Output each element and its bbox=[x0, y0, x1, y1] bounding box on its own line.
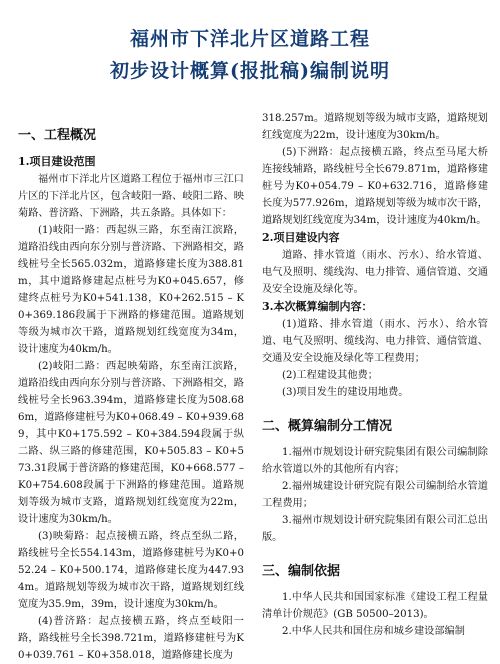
paragraph-division-3: 3.福州市规划设计研究院集团有限公司汇总出版。 bbox=[262, 515, 488, 543]
right-column bbox=[262, 110, 488, 640]
document-title-line1: 福州市下洋北片区道路工程 bbox=[129, 28, 370, 50]
section-heading-basis: 三、编制依据 bbox=[262, 564, 341, 579]
left-column bbox=[18, 110, 244, 664]
paragraph-estimate-item-3: (3)项目发生的建设用地费。 bbox=[282, 387, 409, 398]
paragraph-xiazhou-road: (5)下洲路：起点接横五路，终点至马尾大桥连接线辅路，路线桩号全长679.871m，道路修建桩号为K0+054.79 – K0+632.716，道路修建长度为577.926m，道路规划等级为城市次干路，道路规划红线宽度为34m，设计速度为40km/h。 bbox=[262, 147, 488, 226]
paragraph-estimate-item-1: (1)道路、排水管道（雨水、污水）、给水管道、电气及照明、缆线沟、电力排管、通信管道、交通及安全设施及绿化等工程费用； bbox=[262, 319, 488, 364]
paragraph-division-2: 2.福州城建设计研究院有限公司编制给水管道工程费用； bbox=[262, 481, 488, 509]
paragraph-puji-road-continued: 318.257m。道路规划等级为城市支路，道路规划红线宽度为22m，设计速度为30km/h。 bbox=[262, 113, 488, 141]
paragraph-basis-1: 1.中华人民共和国国家标准《建设工程工程量清单计价规范》(GB 50500–2013)。 bbox=[262, 592, 488, 620]
subheading-content: 2.项目建设内容 bbox=[262, 231, 340, 244]
paragraph-qiyang-road-1: (1)岐阳一路：西起纵三路，东至南江滨路，道路沿线由西向东分别与普济路、下洲路相交，路线桩号全长565.032m，道路修建长度为388.81m，其中道路修建起点桩号为K0+045.657，修建终点桩号为K0+541.138，K0+262.515 – K0+369.186段属于下洲路的修建范围。道路规划等级为城市次干路，道路规划红线宽度为34m，设计速度为40km/h。 bbox=[18, 225, 244, 355]
paragraph-estimate-item-2: (2)工程建设其他费； bbox=[282, 370, 378, 381]
section-heading-division: 二、概算编制分工情况 bbox=[262, 419, 393, 434]
paragraph-yingju-road: (3)映菊路：起点接横五路，终点至纵二路，路线桩号全长554.143m，道路修建桩号为K0+052.24 – K0+500.174，道路修建长度为447.934m。道路规划等级为城市次干路，道路规划红线宽度为35.9m，39m，设计速度为30km/h。 bbox=[18, 531, 244, 610]
section-heading-overview: 一、工程概况 bbox=[18, 128, 97, 143]
paragraph-basis-2: 2.中华人民共和国住房和城乡建设部编制 bbox=[282, 626, 465, 637]
subheading-estimate-content: 3.本次概算编制内容： bbox=[262, 300, 373, 313]
paragraph-intro: 福州市下洋北片区道路工程位于福州市三江口片区的下洋北片区，包含岐阳一路、岐阳二路、映菊路、普济路、下洲路，共五条路。具体如下： bbox=[18, 174, 244, 219]
paragraph-division-1: 1.福州市规划设计研究院集团有限公司编制除给水管道以外的其他所有内容； bbox=[262, 447, 488, 475]
paragraph-qiyang-road-2: (2)岐阳二路：西起映菊路，东至南江滨路，道路沿线由西向东分别与普济路、下洲路相交，路线桩号全长963.394m，道路修建长度为508.686m，道路修建桩号为K0+068.49 – K0+939.689，其中K0+175.592 – K0+384.594段属于纵二路、纵三路的修建范围，K0+505.83 – K0+573.31段属于普济路的修建范围，K0+668.577 – K0+754.608段属于下洲路的修建范围。道路规划等级为城市支路，道路规划红线宽度为22m，设计速度为30km/h。 bbox=[18, 361, 244, 525]
document-title-line2: 初步设计概算(报批稿)编制说明 bbox=[110, 60, 390, 82]
paragraph-puji-road: (4)普济路：起点接横五路，终点至岐阳一路，路线桩号全长398.721m，道路修建桩号为K0+039.761 – K0+358.018，道路修建长度为 bbox=[18, 616, 244, 661]
subheading-scope: 1.项目建设范围 bbox=[18, 155, 96, 168]
paragraph-content: 道路、排水管道（雨水、污水）、给水管道、电气及照明、缆线沟、电力排管、通信管道、交通及安全设施及绿化等。 bbox=[262, 250, 488, 295]
